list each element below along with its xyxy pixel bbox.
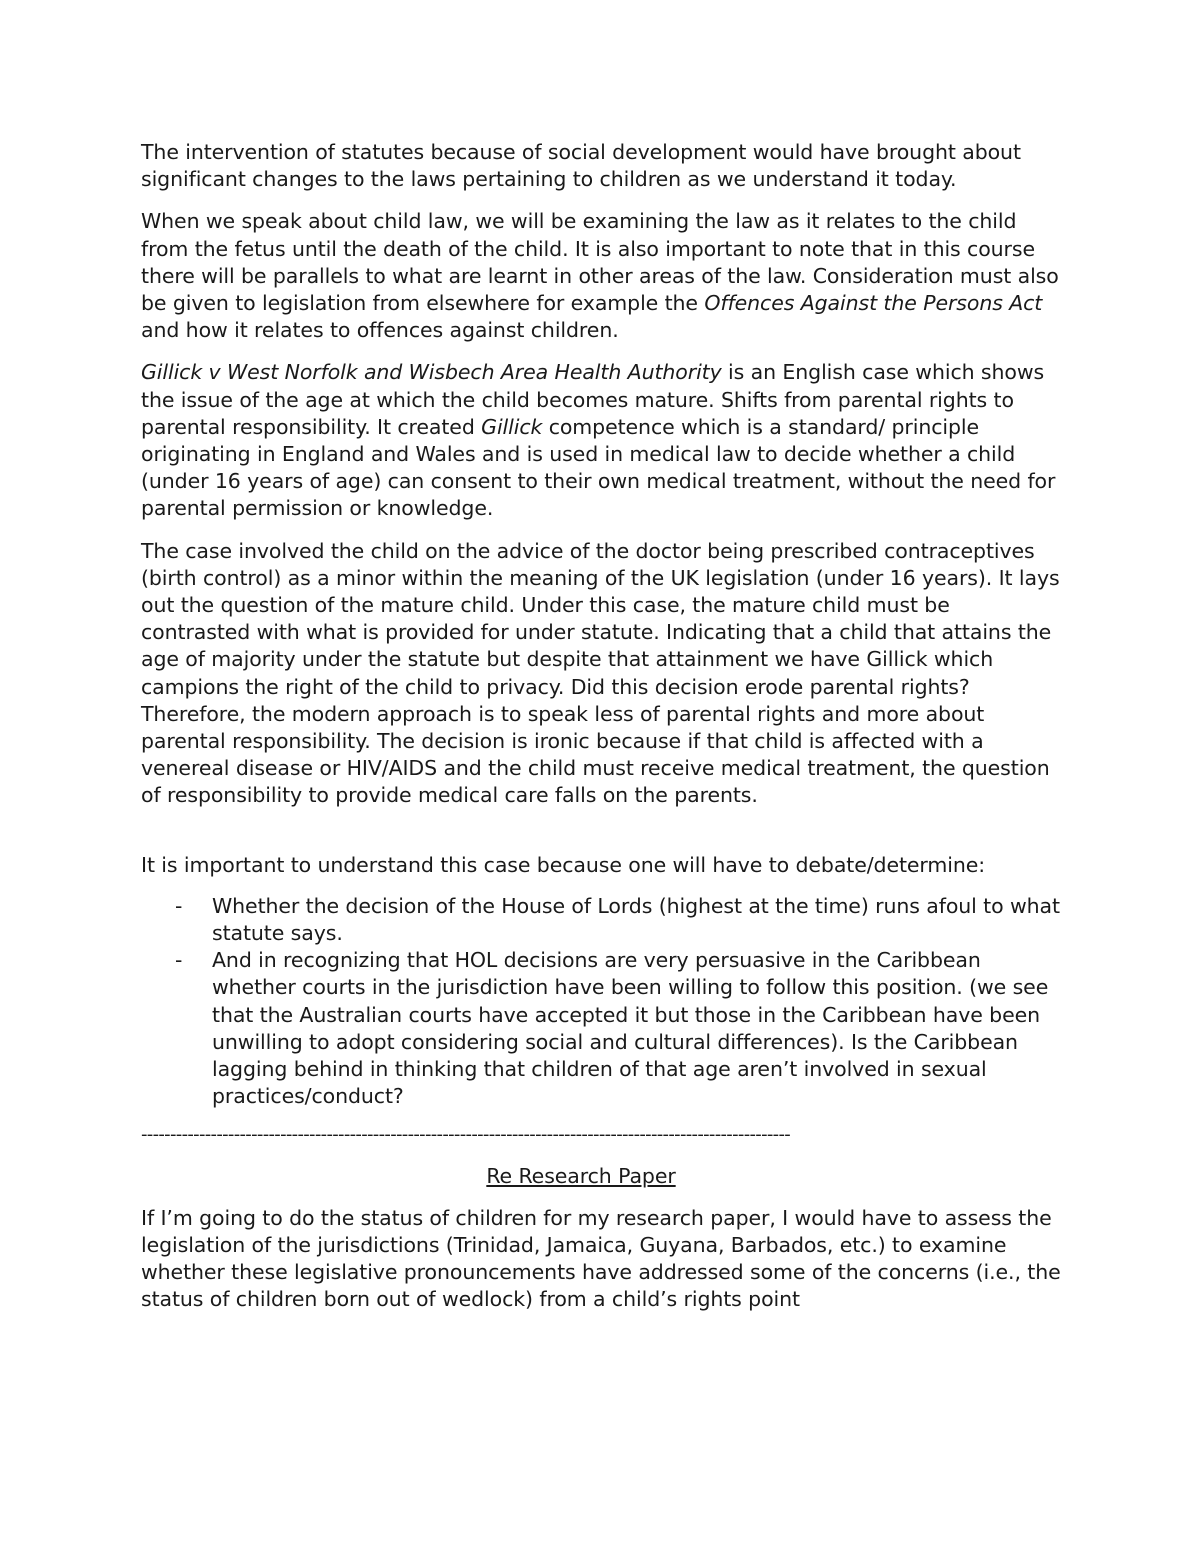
section-title: Re Research Paper	[486, 1163, 676, 1188]
gillick-term: Gillick	[481, 414, 543, 439]
list-item	[141, 893, 1061, 947]
bullet-dash: -	[175, 893, 183, 918]
paragraph-statutes-intervention: The intervention of statutes because of social development would have brought about significant changes to the laws pertaining to children as we understand it today.	[141, 140, 1021, 192]
paragraph-gillick-case	[141, 359, 1061, 522]
bullet-dash: -	[175, 948, 183, 973]
paragraph-gillick-text-b: competence which is a standard/ principle originating in England and Wales and is used in medical law to decide whether a child (under 16 years of age) can consent to their own medical treatment, without the need for parental permission or knowledge.	[141, 414, 1056, 521]
list-item	[141, 947, 1061, 1110]
list-item-text: Whether the decision of the House of Lords (highest at the time) runs afoul to what statute says.	[212, 893, 1060, 946]
gillick-case-name: Gillick v West Norfolk and Wisbech Area Health Authority	[141, 360, 722, 385]
debate-points-list	[141, 893, 1061, 1111]
section-divider: ----------------------------------------------------------------------------------------------------------------	[141, 1124, 791, 1145]
paragraph-gillick-text-a: is an English case which shows the issue of the age at which the child becomes mature. Shifts from parental rights to parental responsibility. It created	[141, 360, 1045, 439]
paragraph-case-details: The case involved the child on the advice of the doctor being prescribed contraceptives (birth control) as a minor within the meaning of the UK legislation (under 16 years). It lays out the question of the mature child. Under this case, the mature child must be contrasted with what is provided for under statute. Indicating that a child that attains the age of majority under the statute but despite that attainment we have Gillick which campions the right of the child to privacy. Did this decision erode parental rights? Therefore, the modern approach is to speak less of parental rights and more about parental responsibility. The decision is ironic because if that child is affected with a venereal disease or HIV/AIDS and the child must receive medical treatment, the question of responsibility to provide medical care falls on the parents.	[141, 538, 1060, 808]
paragraph-importance: It is important to understand this case because one will have to debate/determine:	[141, 852, 986, 877]
list-item-text: And in recognizing that HOL decisions are very persuasive in the Caribbean whether courts in the jurisdiction have been willing to follow this position. (we see that the Australian courts have accepted it but those in the Caribbean have been unwilling to adopt considering social and cultural differences). Is the Caribbean lagging behind in thinking that children of that age aren’t involved in sexual practices/conduct?	[212, 948, 1049, 1109]
paragraph-child-law-text-a: When we speak about child law, we will be examining the law as it relates to the child from the fetus until the death of the child. It is also important to note that in this course there will be parallels to what are learnt in other areas of the law. Consideration must also be given to legislation from elsewhere for example the	[141, 209, 1059, 316]
offences-act-title: Offences Against the Persons Act	[704, 291, 1043, 316]
paragraph-research-paper: If I’m going to do the status of children for my research paper, I would have to assess the legislation of the jurisdictions (Trinidad, Jamaica, Guyana, Barbados, etc.) to examine whether these legislative pronouncements have addressed some of the concerns (i.e., the status of children born out of wedlock) from a child’s rights point	[141, 1205, 1061, 1312]
paragraph-child-law-text-b: and how it relates to offences against children.	[141, 318, 619, 343]
document-page	[141, 139, 1061, 1329]
paragraph-child-law-scope	[141, 208, 1061, 344]
